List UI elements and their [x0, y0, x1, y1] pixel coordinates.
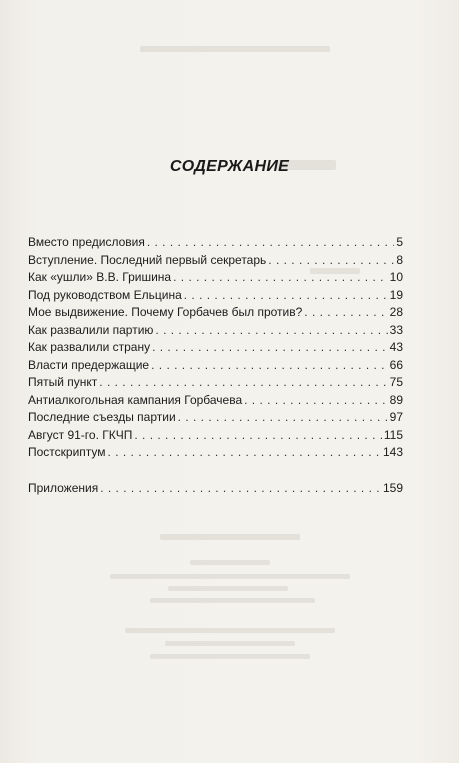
toc-page-number: 8 [396, 252, 403, 267]
toc-entry-title: Власти предержащие [28, 357, 150, 372]
page-title: СОДЕРЖАНИЕ [169, 158, 290, 175]
toc-entry [28, 374, 403, 390]
dot-leader [184, 287, 388, 303]
toc-entry [28, 409, 403, 425]
toc-entry-title: Вместо предисловия [28, 235, 145, 249]
toc-entry-title: Мое выдвижение. Почему Горбачев был против? [28, 305, 303, 319]
toc-entry-title: Пятый пункт [28, 375, 98, 389]
toc-entry [28, 444, 403, 460]
bleed-through-mark [110, 574, 350, 579]
bleed-through-mark [165, 641, 295, 646]
bleed-through-mark [140, 46, 330, 52]
dot-leader [108, 444, 381, 460]
toc-page-number: 75 [389, 375, 403, 389]
toc-entry-title: Как «ушли» В.В. Гришина [28, 270, 172, 284]
dot-leader [134, 427, 381, 443]
toc-entry [28, 357, 403, 373]
toc-entry-title: Как развалили партию [28, 322, 154, 337]
dot-leader [173, 269, 388, 285]
dot-leader [99, 374, 387, 390]
toc-page-number: 89 [389, 392, 403, 407]
toc-entry [28, 287, 403, 303]
toc-page-number: 19 [389, 287, 403, 302]
toc-page-number: 115 [383, 427, 403, 442]
bleed-through-mark [160, 534, 300, 540]
toc-entry [28, 304, 403, 320]
bleed-through-mark [190, 560, 270, 565]
toc-entry [28, 252, 403, 268]
toc-page-number: 28 [389, 305, 403, 319]
dot-leader [268, 252, 394, 268]
toc-entry [28, 269, 403, 285]
toc-page-number: 143 [382, 445, 403, 459]
dot-leader [155, 322, 387, 338]
toc-entry-title: Приложения [28, 481, 99, 495]
toc-entry-title: Постскриптум [28, 445, 106, 459]
toc-entry-title: Вступление. Последний первый секретарь [28, 252, 267, 267]
toc-page-number: 33 [389, 322, 403, 337]
toc-entry [28, 339, 403, 355]
bleed-through-mark [150, 654, 310, 659]
toc-entry-title: Как развалили страну [28, 340, 151, 354]
toc-entry-title: Под руководством Ельцина [28, 287, 182, 302]
toc-page-number: 97 [389, 410, 403, 424]
toc-page-number: 66 [389, 357, 403, 372]
dot-leader [152, 339, 388, 355]
dot-leader [244, 392, 388, 408]
toc-entry-appendix [28, 480, 403, 496]
toc-entry-title: Август 91-го. ГКЧП [28, 427, 133, 442]
toc-page-number: 10 [389, 270, 403, 284]
dot-leader [304, 304, 387, 320]
dot-leader [151, 357, 388, 373]
bleed-through-mark [150, 598, 315, 603]
toc-entry-title: Антиалкогольная кампания Горбачева [28, 392, 243, 407]
toc-entry [28, 322, 403, 338]
dot-leader [178, 409, 388, 425]
toc-page-number: 5 [396, 235, 403, 249]
toc-page-number: 159 [382, 481, 403, 495]
dot-leader [147, 234, 394, 250]
toc-entry [28, 392, 403, 408]
toc-entry [28, 234, 403, 250]
toc-entry [28, 427, 403, 443]
dot-leader [100, 480, 381, 496]
toc-page-number: 43 [389, 340, 403, 354]
toc-entry-title: Последние съезды партии [28, 410, 176, 424]
bleed-through-mark [125, 628, 335, 633]
bleed-through-mark [168, 586, 288, 591]
